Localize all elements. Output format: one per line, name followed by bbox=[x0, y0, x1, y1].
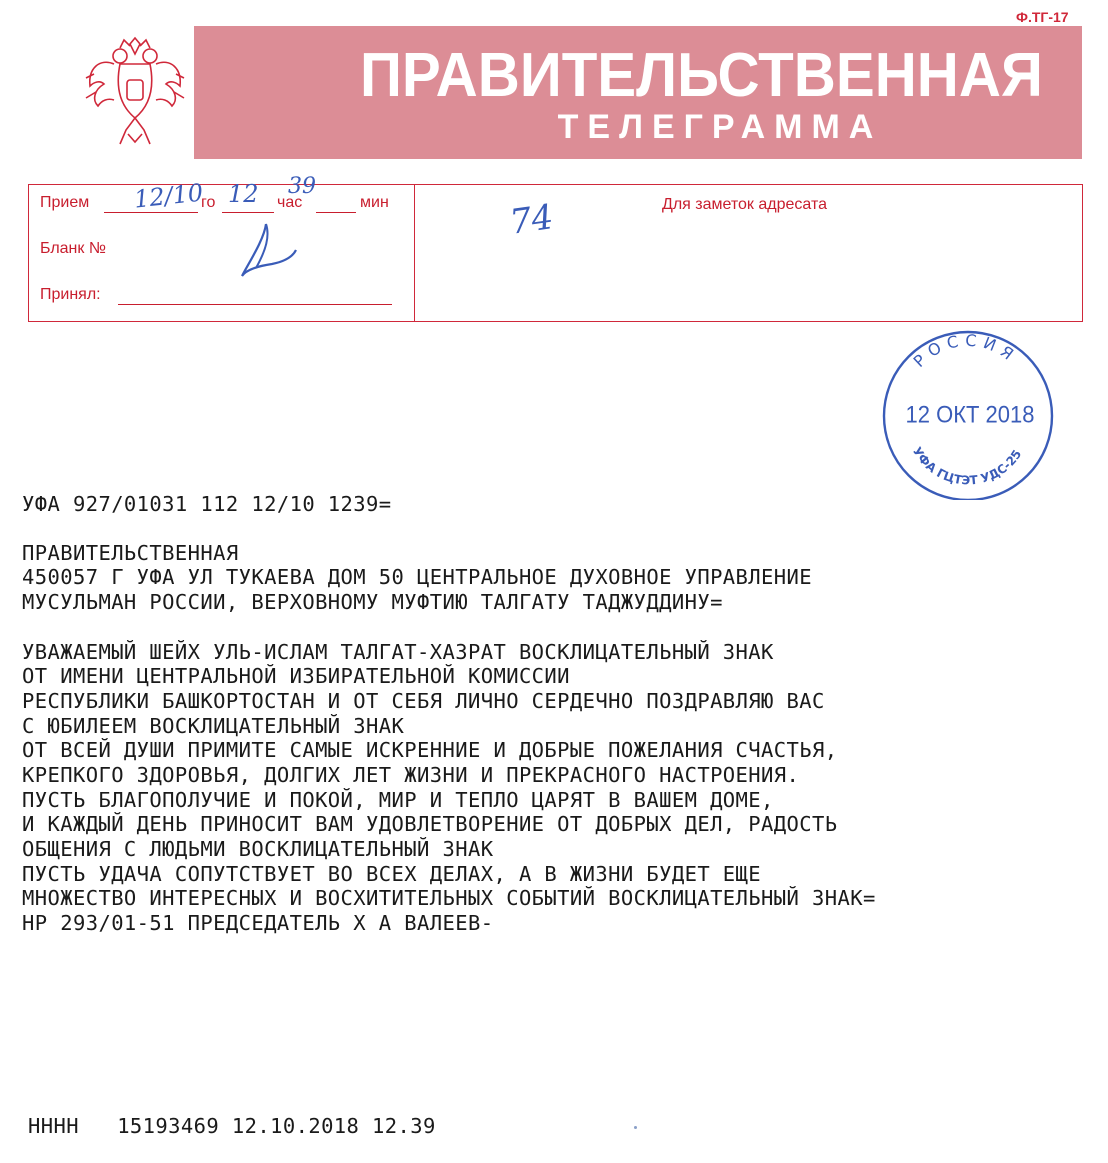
stamp-office: УФА ГЦТЭТ УДС-25 bbox=[909, 444, 1025, 488]
chas-label: час bbox=[277, 194, 303, 211]
telegram-line: ПРАВИТЕЛЬСТВЕННАЯ bbox=[22, 541, 239, 565]
banner-title: ПРАВИТЕЛЬСТВЕННАЯ bbox=[360, 41, 1043, 110]
prinyal-label: Принял: bbox=[40, 286, 101, 303]
telegram-line: С ЮБИЛЕЕМ ВОСКЛИЦАТЕЛЬНЫЙ ЗНАК bbox=[22, 714, 405, 738]
signature-icon bbox=[236, 220, 300, 282]
telegram-line: И КАЖДЫЙ ДЕНЬ ПРИНОСИТ ВАМ УДОВЛЕТВОРЕНИЕ ОТ ДОБРЫХ ДЕЛ, РАДОСТЬ bbox=[22, 812, 838, 836]
telegram-line: ОТ ВСЕЙ ДУШИ ПРИМИТЕ САМЫЕ ИСКРЕННИЕ И ДОБРЫЕ ПОЖЕЛАНИЯ СЧАСТЬЯ, bbox=[22, 738, 838, 762]
telegram-line: ПУСТЬ УДАЧА СОПУТСТВУЕТ ВО ВСЕХ ДЕЛАХ, А В ЖИЗНИ БУДЕТ ЕЩЕ bbox=[22, 862, 762, 886]
stamp-date: 12 ОКТ 2018 bbox=[905, 400, 1035, 428]
hour-line bbox=[222, 212, 274, 213]
telegram-line: УВАЖАЕМЫЙ ШЕЙХ УЛЬ-ИСЛАМ ТАЛГАТ-ХАЗРАТ ВОСКЛИЦАТЕЛЬНЫЙ ЗНАК bbox=[22, 640, 774, 664]
handwritten-note: 74 bbox=[507, 197, 556, 243]
ink-dot bbox=[634, 1126, 637, 1129]
banner-subtitle: ТЕЛЕГРАММА bbox=[557, 108, 883, 146]
svg-text:УФА ГЦТЭТ УДС-25 bbox=[910, 445, 1024, 488]
handwritten-hour: 12 bbox=[228, 180, 259, 208]
telegram-line: МНОЖЕСТВО ИНТЕРЕСНЫХ И ВОСХИТИТЕЛЬНЫХ СОБЫТИЙ ВОСКЛИЦАТЕЛЬНЫЙ ЗНАК= bbox=[22, 886, 876, 910]
telegram-line: 450057 Г УФА УЛ ТУКАЕВА ДОМ 50 ЦЕНТРАЛЬНОЕ ДУХОВНОЕ УПРАВЛЕНИЕ bbox=[22, 565, 813, 589]
telegram-line: МУСУЛЬМАН РОССИИ, ВЕРХОВНОМУ МУФТИЮ ТАЛГАТУ ТАДЖУДДИНУ= bbox=[22, 590, 723, 614]
svg-text:РОССИЯ bbox=[910, 331, 1022, 371]
priem-label: Прием bbox=[40, 194, 90, 211]
telegram-line: РЕСПУБЛИКИ БАШКОРТОСТАН И ОТ СЕБЯ ЛИЧНО СЕРДЕЧНО ПОЗДРАВЛЯЮ ВАС bbox=[22, 689, 825, 713]
box-divider bbox=[414, 184, 415, 322]
telegram-header-line: УФА 927/01031 112 12/10 1239= bbox=[22, 492, 392, 516]
telegram-line: КРЕПКОГО ЗДОРОВЬЯ, ДОЛГИХ ЛЕТ ЖИЗНИ И ПРЕКРАСНОГО НАСТРОЕНИЯ. bbox=[22, 763, 800, 787]
telegram-line: ПУСТЬ БЛАГОПОЛУЧИЕ И ПОКОЙ, МИР И ТЕПЛО ЦАРЯТ В ВАШЕМ ДОМЕ, bbox=[22, 788, 774, 812]
telegram-line: ОБЩЕНИЯ С ЛЮДЬМИ ВОСКЛИЦАТЕЛЬНЫЙ ЗНАК bbox=[22, 837, 494, 861]
postal-stamp-icon bbox=[878, 330, 1058, 500]
notes-label: Для заметок адресата bbox=[662, 196, 827, 213]
blank-label: Бланк № bbox=[40, 240, 106, 257]
handwritten-date: 12/10 bbox=[132, 178, 205, 214]
handwritten-min: 39 bbox=[288, 174, 316, 199]
form-code: Ф.ТГ-17 bbox=[1016, 9, 1069, 25]
min-line bbox=[316, 212, 356, 213]
min-label: мин bbox=[360, 194, 389, 211]
telegram-line: ОТ ИМЕНИ ЦЕНТРАЛЬНОЙ ИЗБИРАТЕЛЬНОЙ КОМИССИИ bbox=[22, 664, 570, 688]
date-line bbox=[104, 212, 198, 213]
go-label: го bbox=[201, 194, 216, 211]
double-headed-eagle-icon bbox=[80, 34, 190, 152]
stamp-country: РОССИЯ bbox=[909, 330, 1022, 372]
prinyal-line bbox=[118, 304, 392, 305]
telegram-signature-line: НР 293/01-51 ПРЕДСЕДАТЕЛЬ Х А ВАЛЕЕВ- bbox=[22, 911, 494, 935]
telegram-footer-line: НННН 15193469 12.10.2018 12.39 bbox=[28, 1114, 436, 1138]
